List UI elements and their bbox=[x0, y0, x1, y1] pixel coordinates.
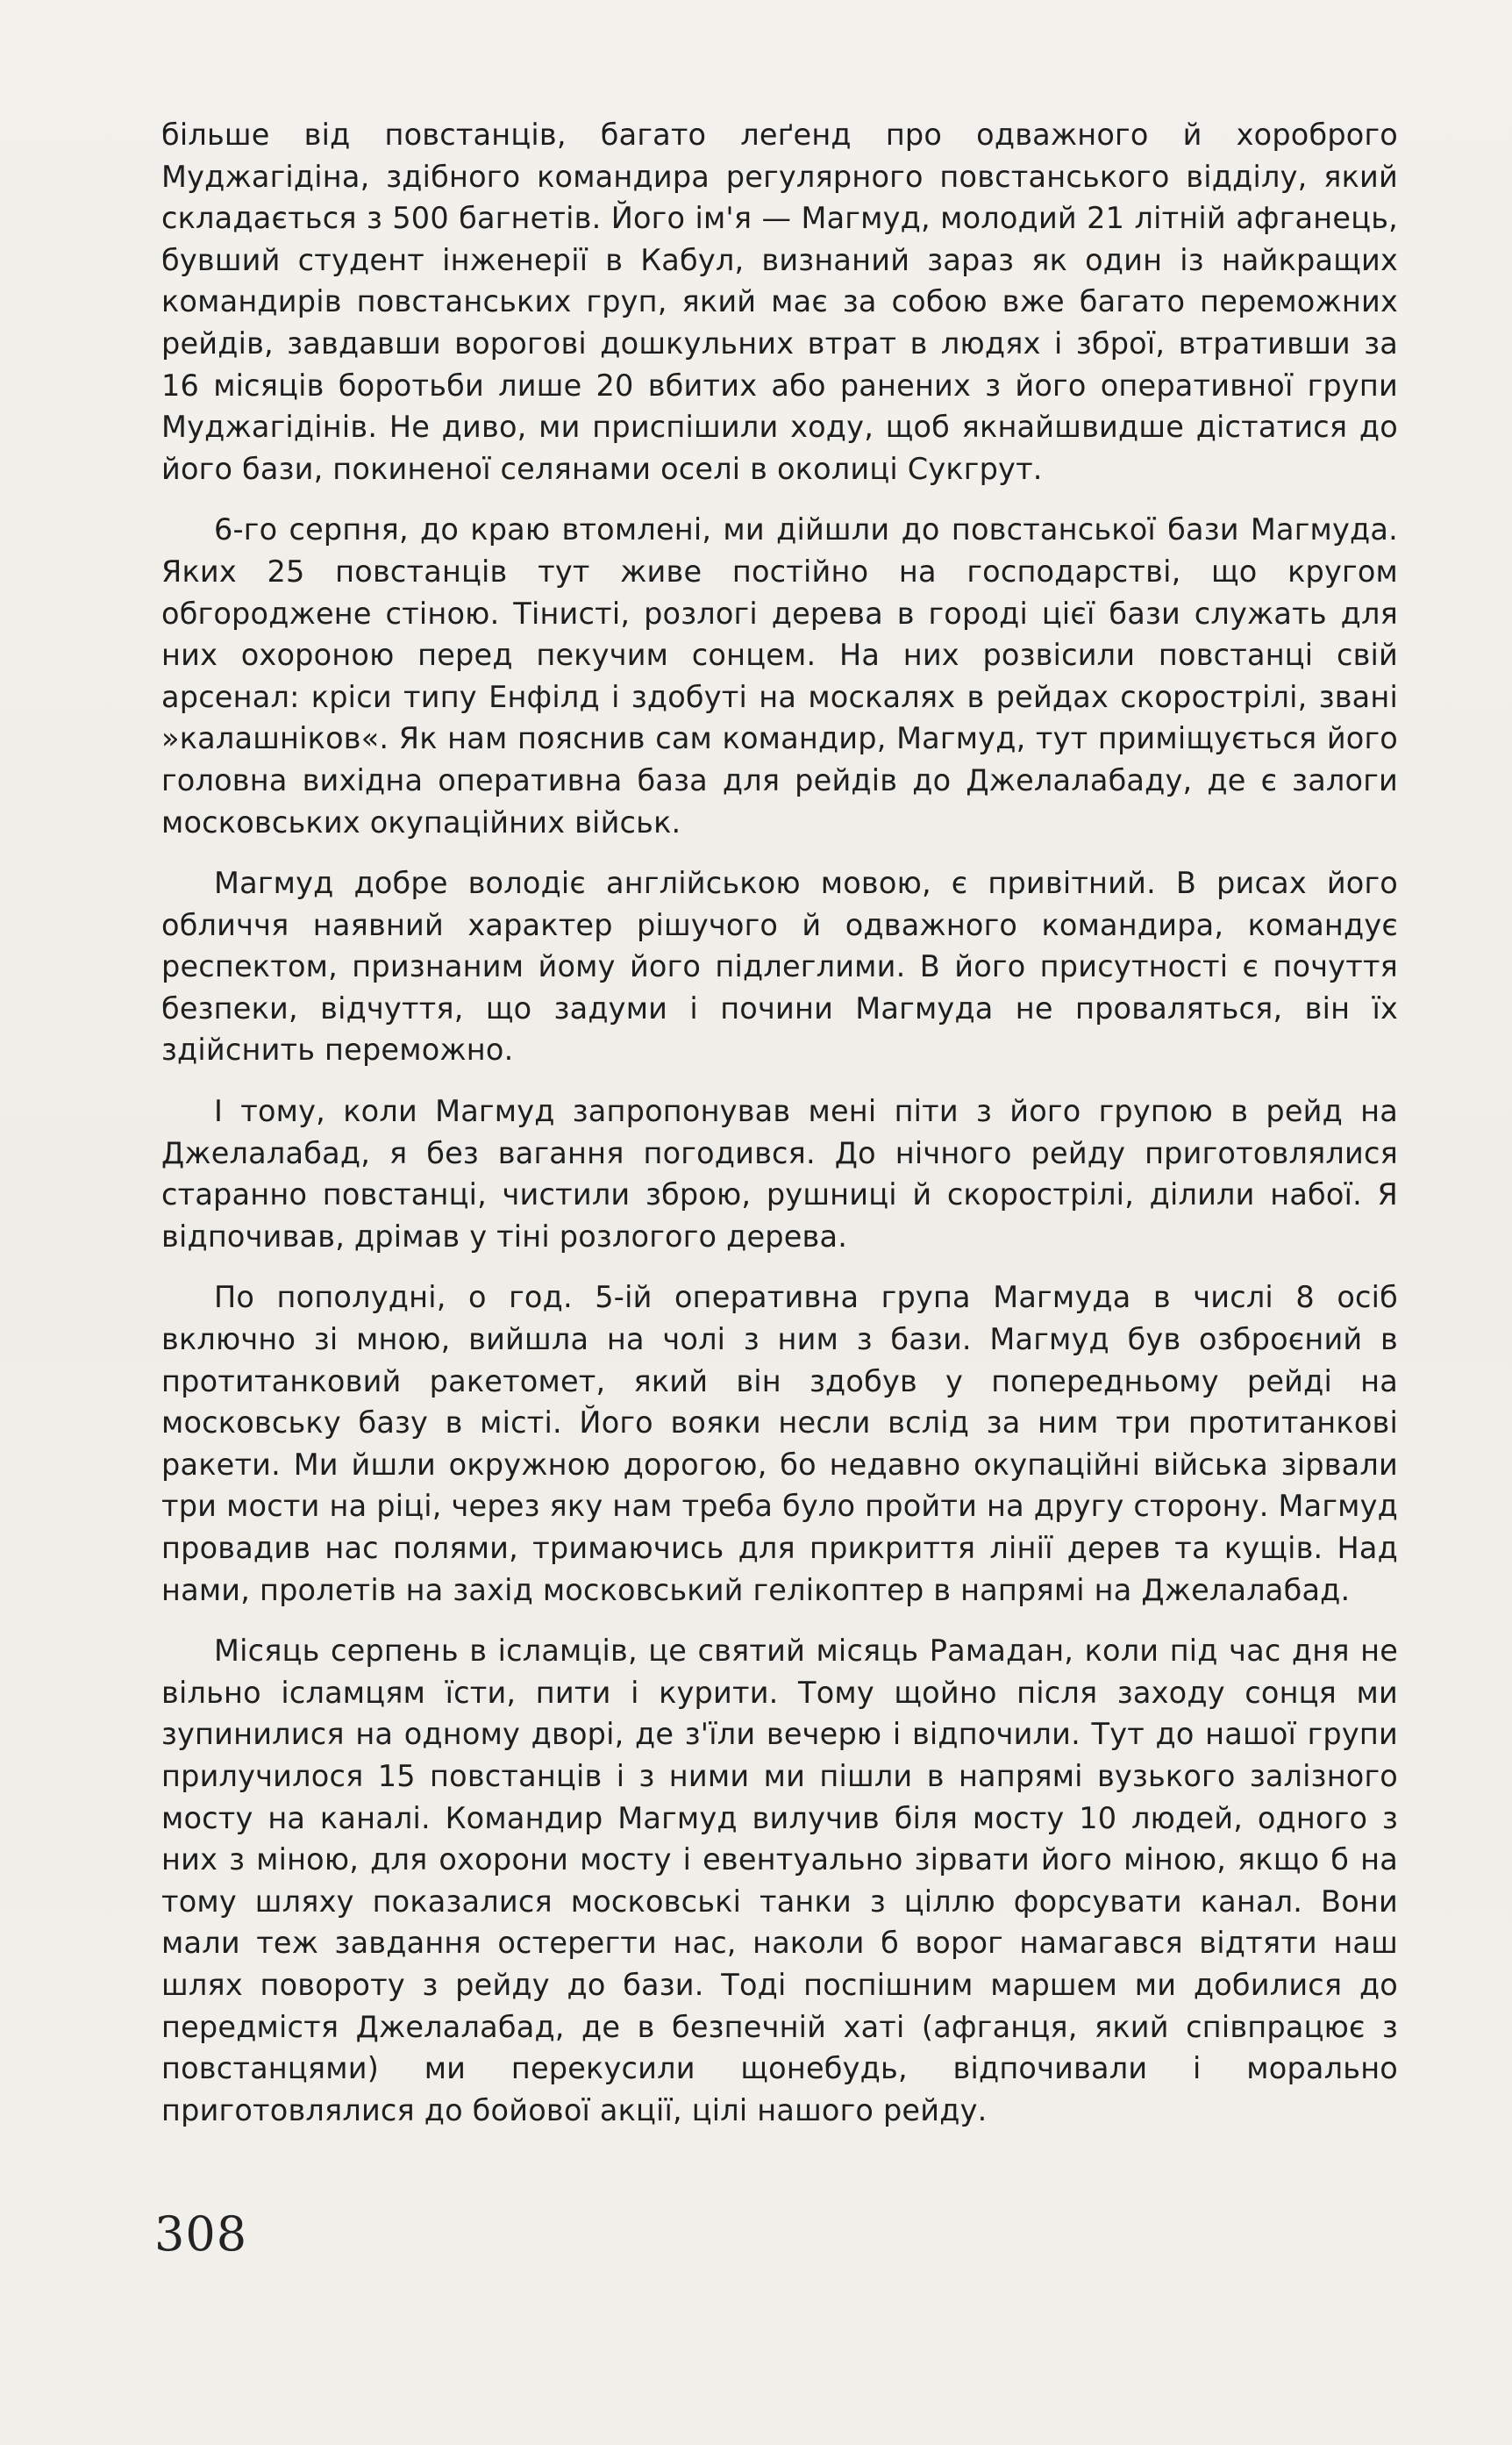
paragraph-4: І тому, коли Магмуд запропонував мені піти з його групою в рейд на Джелалабад, я без вагання погодився. До нічного рейду приготовлялися старанно повстанці, чистили зброю, рушниці й скорострілі, ділили набої. Я відпочивав, дрімав у тіні розлогого дерева. bbox=[161, 1094, 1398, 1254]
paragraph-6: Місяць серпень в ісламців, це святий місяць Рамадан, коли під час дня не вільно ісламцям їсти, пити і курити. Тому щойно після заходу сонця ми зупинилися на одному дворі, де з'їли вечерю і відпочили. Тут до нашої групи прилучилося 15 повстанців і з ними ми пішли в напрямі вузького залізного мосту на каналі. Командир Магмуд вилучив біля мосту 10 людей, одного з них з міною, для охорони мосту і евентуально зірвати його міною, якщо б на тому шляху показалися московські танки з ціллю форсувати канал. Вони мали теж завдання остерегти нас, наколи б ворог намагався відтяти наш шлях повороту з рейду до бази. Тоді поспішним маршем ми добилися до передмістя Джелалабад, де в безпечній хаті (афганця, який співпрацює з повстанцями) ми перекусили щонебудь, відпочивали і морально приготовлялися до бойової акції, цілі нашого рейду. bbox=[161, 1634, 1398, 2127]
paragraph-1: більше від повстанців, багато леґенд про одважного й хороброго Муджагідіна, здібного командира регулярного повстанського відділу, який складається з 500 багнетів. Його ім'я — Магмуд, молодий 21 літній афганець, бувший студент інженерії в Кабул, визнаний зараз як один із найкращих командирів повстанських груп, який має за собою вже багато переможних рейдів, завдавши ворогові дошкульних втрат в людях і зброї, втративши за 16 місяців боротьби лише 20 вбитих або ранених з його оперативної групи Муджагідінів. Не диво, ми приспішили ходу, щоб якнайшвидше дістатися до його бази, покиненої селянами оселі в околиці Сукгрут. bbox=[161, 118, 1398, 486]
body-text bbox=[161, 114, 1398, 2150]
paragraph-2: 6-го серпня, до краю втомлені, ми дійшли до повстанської бази Магмуда. Яких 25 повстанців тут живе постійно на господарстві, що кругом обгороджене стіною. Тінисті, розлогі дерева в городі цієї бази служать для них охороною перед пекучим сонцем. На них розвісили повстанці свій арсенал: кріси типу Енфілд і здобуті на москалях в рейдах скорострілі, звані »калашніков«. Як нам пояснив сам командир, Магмуд, тут приміщується його головна вихідна оперативна база для рейдів до Джелалабаду, де є залоги московських окупаційних військ. bbox=[161, 512, 1398, 840]
paragraph-5: По пополудні, о год. 5-ій оперативна група Магмуда в числі 8 осіб включно зі мною, вийшла на чолі з ним з бази. Магмуд був озброєний в протитанковий ракетомет, який він здобув у попередньому рейді на московську базу в місті. Його вояки несли вслід за ним три протитанкові ракети. Ми йшли окружною дорогою, бо недавно окупаційні війська зірвали три мости на ріці, через яку нам треба було пройти на другу сторону. Магмуд провадив нас полями, тримаючись для прикриття лінії дерев та кущів. Над нами, пролетів на захід московський гелікоптер в напрямі на Джелалабад. bbox=[161, 1280, 1398, 1607]
page-number: 308 bbox=[154, 2206, 248, 2262]
paragraph-3: Магмуд добре володіє англійською мовою, є привітний. В рисах його обличчя наявний характер рішучого й одважного командира, командує респектом, признаним йому його підлеглими. В його присутності є почуття безпеки, відчуття, що задуми і почини Магмуда не проваляться, він їх здійснить переможно. bbox=[161, 866, 1398, 1068]
